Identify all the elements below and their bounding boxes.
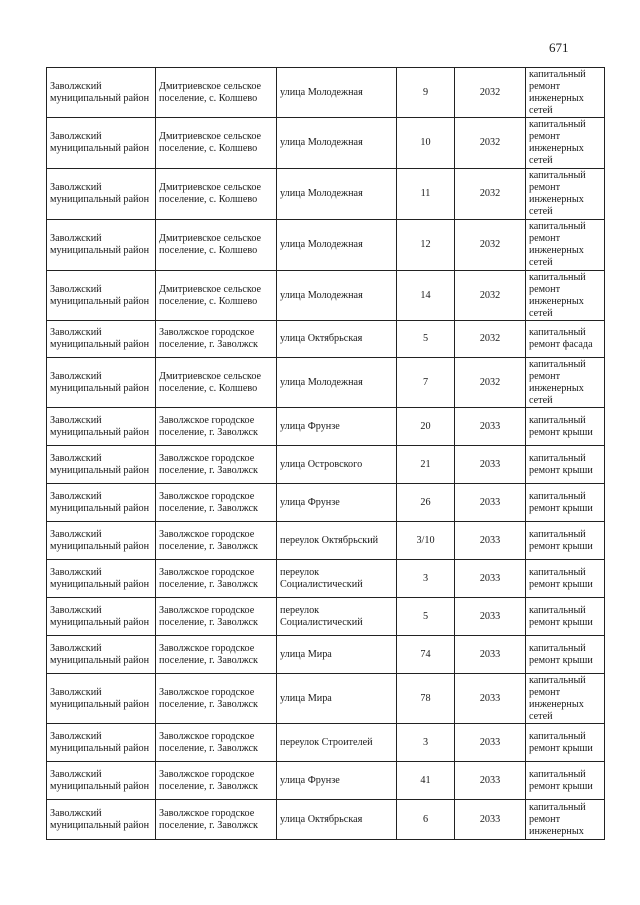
house-number-cell: 11 <box>397 169 455 220</box>
settlement-cell: Заволжское городское поселение, г. Заволжск <box>156 522 277 560</box>
table-row <box>47 321 605 358</box>
house-number-cell: 7 <box>397 358 455 408</box>
table-row <box>47 598 605 636</box>
district-cell: Заволжский муниципальный район <box>47 358 156 408</box>
house-number-cell: 9 <box>397 68 455 118</box>
year-cell: 2033 <box>455 800 526 840</box>
house-number-cell: 6 <box>397 800 455 840</box>
capital-repair-table <box>46 67 605 840</box>
street-cell: улица Островского <box>277 446 397 484</box>
table-row <box>47 724 605 762</box>
year-cell: 2033 <box>455 484 526 522</box>
street-cell: улица Фрунзе <box>277 408 397 446</box>
street-cell: улица Молодежная <box>277 169 397 220</box>
house-number-cell: 3 <box>397 560 455 598</box>
street-cell: переулок Социалистический <box>277 560 397 598</box>
settlement-cell: Заволжское городское поселение, г. Заволжск <box>156 484 277 522</box>
house-number-cell: 3 <box>397 724 455 762</box>
street-cell: улица Мира <box>277 674 397 724</box>
table-row <box>47 408 605 446</box>
work-type-cell: капитальный ремонт крыши <box>526 598 605 636</box>
work-type-cell: капитальный ремонт инженерных <box>526 800 605 840</box>
table-row <box>47 220 605 271</box>
settlement-cell: Дмитриевское сельское поселение, с. Колшево <box>156 118 277 169</box>
work-type-cell: капитальный ремонт крыши <box>526 724 605 762</box>
table-row <box>47 68 605 118</box>
year-cell: 2032 <box>455 118 526 169</box>
street-cell: переулок Октябрьский <box>277 522 397 560</box>
street-cell: улица Мира <box>277 636 397 674</box>
district-cell: Заволжский муниципальный район <box>47 674 156 724</box>
work-type-cell: капитальный ремонт инженерных сетей <box>526 220 605 271</box>
street-cell: улица Октябрьская <box>277 321 397 358</box>
settlement-cell: Дмитриевское сельское поселение, с. Колшево <box>156 358 277 408</box>
house-number-cell: 21 <box>397 446 455 484</box>
district-cell: Заволжский муниципальный район <box>47 271 156 321</box>
work-type-cell: капитальный ремонт инженерных сетей <box>526 68 605 118</box>
work-type-cell: капитальный ремонт крыши <box>526 636 605 674</box>
work-type-cell: капитальный ремонт крыши <box>526 408 605 446</box>
table-row <box>47 522 605 560</box>
year-cell: 2033 <box>455 408 526 446</box>
settlement-cell: Заволжское городское поселение, г. Заволжск <box>156 560 277 598</box>
year-cell: 2033 <box>455 522 526 560</box>
year-cell: 2033 <box>455 674 526 724</box>
settlement-cell: Дмитриевское сельское поселение, с. Колшево <box>156 68 277 118</box>
street-cell: улица Молодежная <box>277 220 397 271</box>
work-type-cell: капитальный ремонт инженерных сетей <box>526 118 605 169</box>
house-number-cell: 5 <box>397 598 455 636</box>
year-cell: 2033 <box>455 636 526 674</box>
street-cell: улица Октябрьская <box>277 800 397 840</box>
year-cell: 2033 <box>455 762 526 800</box>
work-type-cell: капитальный ремонт крыши <box>526 560 605 598</box>
table-row <box>47 762 605 800</box>
house-number-cell: 3/10 <box>397 522 455 560</box>
house-number-cell: 26 <box>397 484 455 522</box>
year-cell: 2033 <box>455 560 526 598</box>
district-cell: Заволжский муниципальный район <box>47 598 156 636</box>
year-cell: 2032 <box>455 321 526 358</box>
district-cell: Заволжский муниципальный район <box>47 408 156 446</box>
settlement-cell: Дмитриевское сельское поселение, с. Колшево <box>156 220 277 271</box>
street-cell: улица Молодежная <box>277 358 397 408</box>
district-cell: Заволжский муниципальный район <box>47 522 156 560</box>
street-cell: переулок Строителей <box>277 724 397 762</box>
district-cell: Заволжский муниципальный район <box>47 724 156 762</box>
house-number-cell: 5 <box>397 321 455 358</box>
house-number-cell: 10 <box>397 118 455 169</box>
work-type-cell: капитальный ремонт крыши <box>526 522 605 560</box>
table-row <box>47 636 605 674</box>
table-row <box>47 358 605 408</box>
district-cell: Заволжский муниципальный район <box>47 484 156 522</box>
table-row <box>47 674 605 724</box>
street-cell: улица Фрунзе <box>277 484 397 522</box>
street-cell: улица Молодежная <box>277 118 397 169</box>
district-cell: Заволжский муниципальный район <box>47 636 156 674</box>
street-cell: переулок Социалистический <box>277 598 397 636</box>
work-type-cell: капитальный ремонт крыши <box>526 762 605 800</box>
year-cell: 2033 <box>455 724 526 762</box>
house-number-cell: 12 <box>397 220 455 271</box>
settlement-cell: Дмитриевское сельское поселение, с. Колшево <box>156 271 277 321</box>
table-row <box>47 800 605 840</box>
year-cell: 2032 <box>455 358 526 408</box>
table-row <box>47 560 605 598</box>
table-row <box>47 446 605 484</box>
year-cell: 2033 <box>455 446 526 484</box>
settlement-cell: Заволжское городское поселение, г. Заволжск <box>156 598 277 636</box>
street-cell: улица Фрунзе <box>277 762 397 800</box>
settlement-cell: Дмитриевское сельское поселение, с. Колшево <box>156 169 277 220</box>
year-cell: 2032 <box>455 169 526 220</box>
table-row <box>47 484 605 522</box>
settlement-cell: Заволжское городское поселение, г. Заволжск <box>156 762 277 800</box>
work-type-cell: капитальный ремонт фасада <box>526 321 605 358</box>
settlement-cell: Заволжское городское поселение, г. Заволжск <box>156 408 277 446</box>
district-cell: Заволжский муниципальный район <box>47 169 156 220</box>
year-cell: 2032 <box>455 68 526 118</box>
street-cell: улица Молодежная <box>277 271 397 321</box>
year-cell: 2032 <box>455 271 526 321</box>
settlement-cell: Заволжское городское поселение, г. Заволжск <box>156 674 277 724</box>
house-number-cell: 78 <box>397 674 455 724</box>
work-type-cell: капитальный ремонт крыши <box>526 484 605 522</box>
year-cell: 2033 <box>455 598 526 636</box>
district-cell: Заволжский муниципальный район <box>47 68 156 118</box>
settlement-cell: Заволжское городское поселение, г. Заволжск <box>156 446 277 484</box>
house-number-cell: 14 <box>397 271 455 321</box>
district-cell: Заволжский муниципальный район <box>47 800 156 840</box>
house-number-cell: 74 <box>397 636 455 674</box>
district-cell: Заволжский муниципальный район <box>47 762 156 800</box>
district-cell: Заволжский муниципальный район <box>47 560 156 598</box>
work-type-cell: капитальный ремонт инженерных сетей <box>526 674 605 724</box>
settlement-cell: Заволжское городское поселение, г. Заволжск <box>156 321 277 358</box>
work-type-cell: капитальный ремонт инженерных сетей <box>526 358 605 408</box>
district-cell: Заволжский муниципальный район <box>47 220 156 271</box>
table-row <box>47 118 605 169</box>
work-type-cell: капитальный ремонт инженерных сетей <box>526 271 605 321</box>
house-number-cell: 41 <box>397 762 455 800</box>
work-type-cell: капитальный ремонт инженерных сетей <box>526 169 605 220</box>
year-cell: 2032 <box>455 220 526 271</box>
district-cell: Заволжский муниципальный район <box>47 321 156 358</box>
district-cell: Заволжский муниципальный район <box>47 446 156 484</box>
table-row <box>47 169 605 220</box>
settlement-cell: Заволжское городское поселение, г. Заволжск <box>156 724 277 762</box>
settlement-cell: Заволжское городское поселение, г. Заволжск <box>156 636 277 674</box>
work-type-cell: капитальный ремонт крыши <box>526 446 605 484</box>
street-cell: улица Молодежная <box>277 68 397 118</box>
settlement-cell: Заволжское городское поселение, г. Заволжск <box>156 800 277 840</box>
table-body <box>47 68 605 840</box>
district-cell: Заволжский муниципальный район <box>47 118 156 169</box>
house-number-cell: 20 <box>397 408 455 446</box>
table-row <box>47 271 605 321</box>
page-number: 671 <box>549 40 569 55</box>
